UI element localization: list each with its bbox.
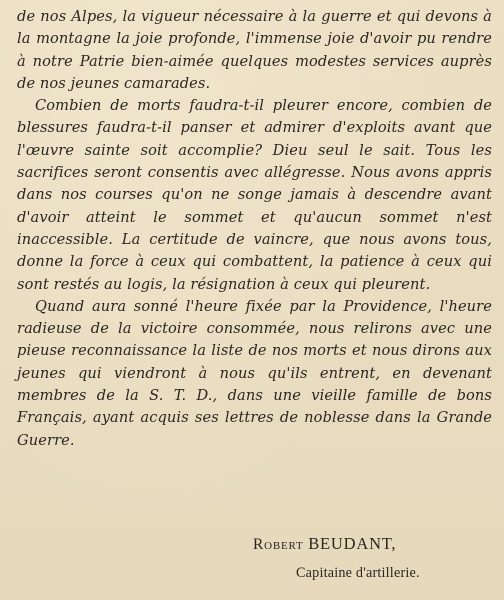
signature-name — [253, 534, 396, 554]
paragraph-continuation: de nos Alpes, la vigueur nécessaire à la guerre et qui devons à la montagne la joie profonde, l'immense joie d'avoir pu rendre à notre Patrie bien-aimée quelques modestes services auprès de nos jeunes camarades. — [17, 8, 492, 92]
paragraph-victory: Quand aura sonné l'heure fixée par la Providence, l'heure radieuse de la victoire consommée, nous relirons avec une pieuse reconnaissance la liste de nos morts et nous dirons aux jeunes qui viendront à nous qu'ils entrent, en devenant membres de la S. T. D., dans une vieille famille de bons Français, ayant acquis ses lettres de noblesse dans la Grande Guerre. — [17, 297, 492, 449]
signature-last-name: BEUDANT, — [308, 534, 397, 553]
signature-title: Capitaine d'artillerie. — [296, 565, 420, 581]
paragraph-sacrifices: Combien de morts faudra-t-il pleurer encore, combien de blessures faudra-t-il panser et admirer d'exploits avant que l'œuvre sainte soit accomplie? Dieu seul le sait. Tous les sacrifices seront consentis avec allégresse. Nous avons appris dans nos courses qu'on ne songe jamais à descendre avant d'avoir atteint le sommet et qu'aucun sommet n'est inaccessible. La certitude de vaincre, que nous avons tous, donne la force à ceux qui combattent, la patience à ceux qui sont restés au logis, la résignation à ceux qui pleurent. — [17, 97, 492, 293]
body-text — [17, 6, 492, 452]
signature-first-name: Robert — [253, 536, 304, 553]
